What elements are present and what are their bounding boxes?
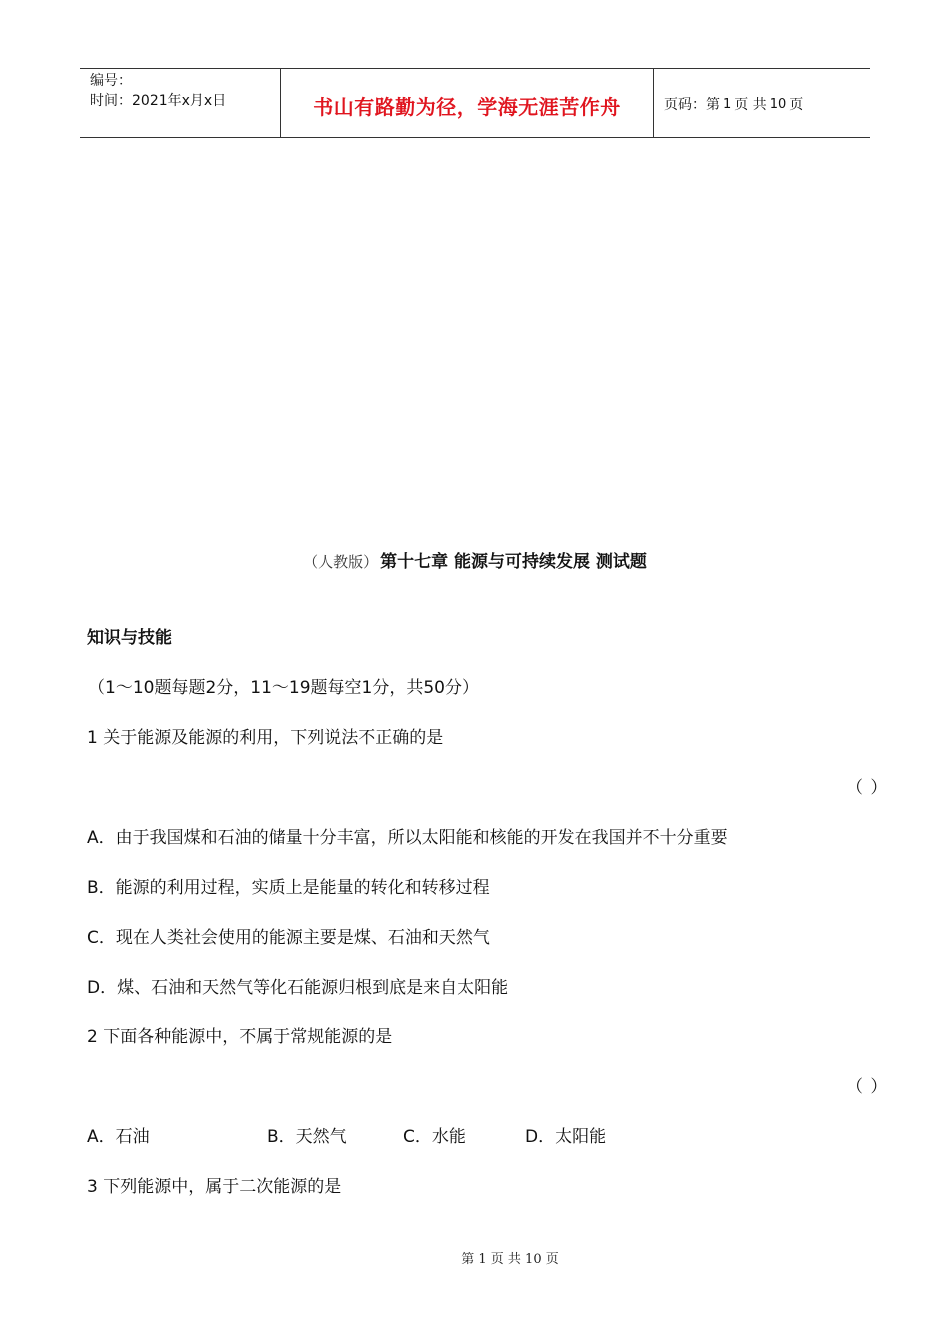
section-heading: 知识与技能 bbox=[87, 628, 172, 648]
question-1-option-b: B．能源的利用过程，实质上是能量的转化和转移过程 bbox=[87, 878, 490, 898]
question-2-option-a: A．石油 bbox=[87, 1127, 150, 1147]
header-motto-cell bbox=[281, 69, 654, 137]
page-mid: 页 共 bbox=[734, 97, 767, 113]
title-edition: （人教版） bbox=[303, 553, 379, 571]
time-label: 时间： bbox=[90, 93, 132, 109]
page-suffix: 页 bbox=[789, 97, 804, 113]
question-2-option-b: B．天然气 bbox=[267, 1127, 347, 1147]
question-2-option-d: D．太阳能 bbox=[525, 1127, 607, 1147]
document-title bbox=[0, 547, 950, 572]
date-line bbox=[90, 91, 280, 111]
date-value: 2021年x月x日 bbox=[132, 93, 227, 109]
question-1-stem: 1 关于能源及能源的利用，下列说法不正确的是 bbox=[87, 728, 444, 748]
document-header bbox=[80, 68, 870, 138]
header-info-cell bbox=[80, 69, 281, 137]
scoring-note: （1～10题每题2分，11～19题每空1分，共50分） bbox=[88, 678, 479, 698]
page-total: 10 bbox=[769, 96, 787, 112]
number-label: 编号： bbox=[90, 73, 132, 89]
page-number: 1 bbox=[723, 96, 732, 112]
page-footer: 第 1 页 共 10 页 bbox=[461, 1252, 559, 1267]
question-1-option-c: C．现在人类社会使用的能源主要是煤、石油和天然气 bbox=[87, 928, 490, 948]
title-main: 第十七章 能源与可持续发展 测试题 bbox=[380, 552, 647, 572]
motto: 书山有路勤为径，学海无涯苦作舟 bbox=[313, 94, 621, 119]
question-1-option-a: A．由于我国煤和石油的储量十分丰富，所以太阳能和核能的开发在我国并不十分重要 bbox=[87, 828, 728, 848]
question-1-answer-blank: （ ） bbox=[846, 778, 889, 798]
question-2-stem: 2 下面各种能源中，不属于常规能源的是 bbox=[87, 1027, 393, 1047]
header-page-cell bbox=[654, 69, 870, 137]
question-2-option-c: C．水能 bbox=[403, 1127, 466, 1147]
question-2-answer-blank: （ ） bbox=[846, 1077, 889, 1097]
question-3-stem: 3 下列能源中，属于二次能源的是 bbox=[87, 1177, 342, 1197]
page-prefix: 页码：第 bbox=[664, 97, 720, 113]
question-1-option-d: D．煤、石油和天然气等化石能源归根到底是来自太阳能 bbox=[87, 978, 509, 998]
